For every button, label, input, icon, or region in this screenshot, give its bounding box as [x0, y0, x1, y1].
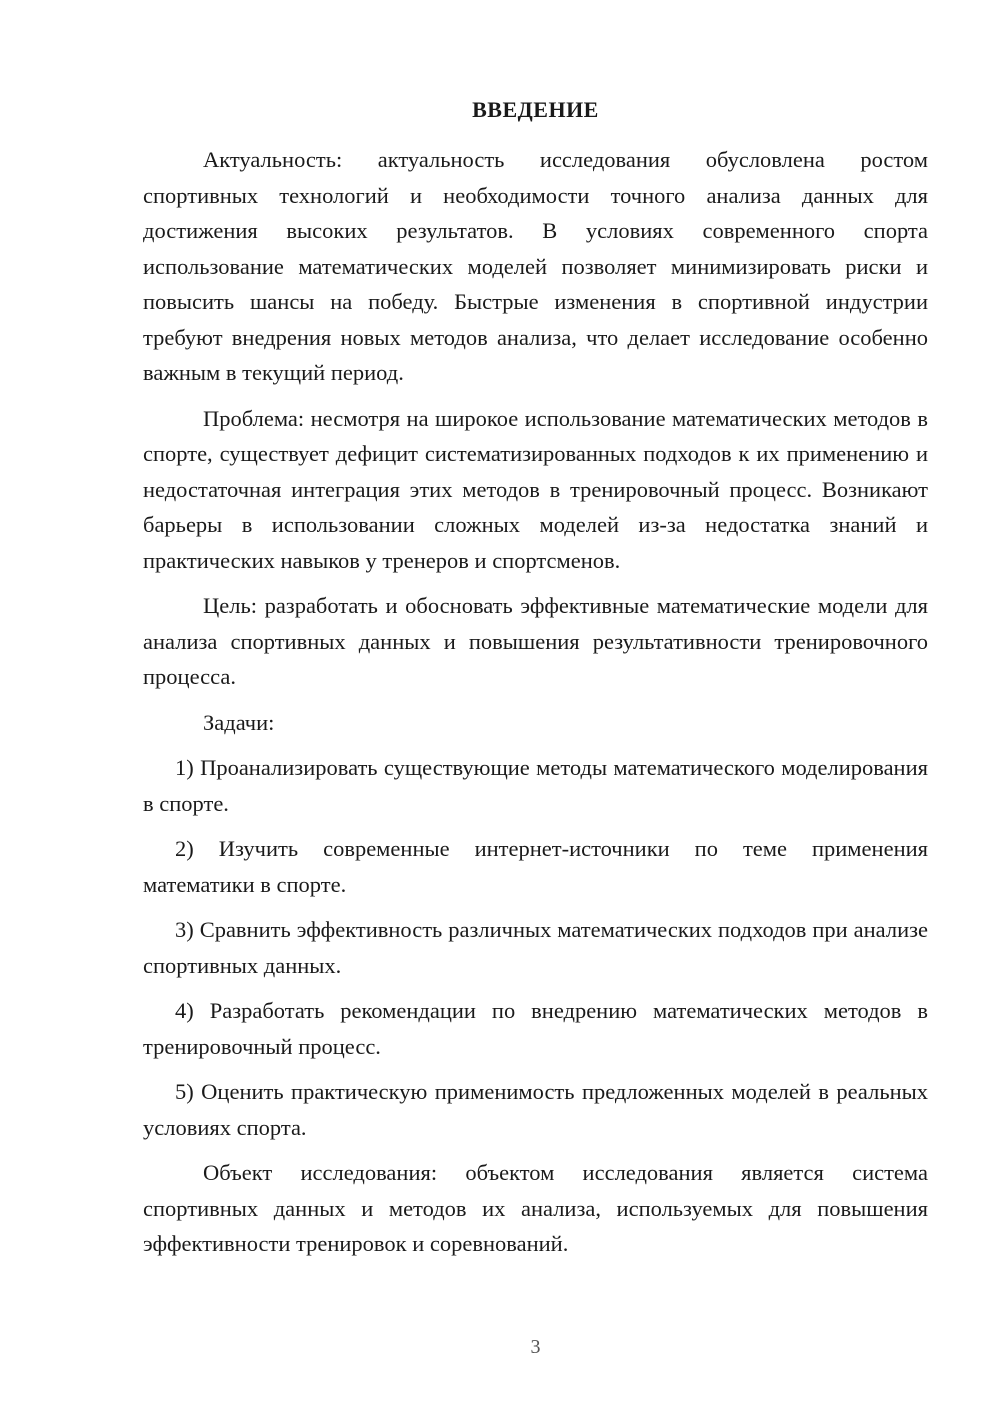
- tasks-label: Задачи:: [203, 709, 275, 735]
- document-page: [143, 0, 928, 1414]
- paragraph-problem: Проблема: несмотря на широкое использование математических методов в спорте, существует дефицит систематизированных подходов к их применению и недостаточная интеграция этих методов в тренировочный процесс. Возникают барьеры в использовании сложных моделей из-за недостатка знаний и практических навыков у тренеров и спортсменов.: [143, 405, 928, 573]
- section-heading: ВВЕДЕНИЕ: [472, 97, 599, 122]
- paragraph-relevance: Актуальность: актуальность исследования обусловлена ростом спортивных технологий и необходимости точного анализа данных для достижения высоких результатов. В условиях современного спорта использование математических моделей позволяет минимизировать риски и повысить шансы на победу. Быстрые изменения в спортивной индустрии требуют внедрения новых методов анализа, что делает исследование особенно важным в текущий период.: [143, 147, 928, 385]
- task-item: 1) Проанализировать существующие методы математического моделирования в спорте.: [143, 755, 928, 816]
- paragraph-object: Объект исследования: объектом исследования является система спортивных данных и методов их анализа, используемых для повышения эффективности тренировок и соревнований.: [143, 1160, 928, 1256]
- task-item: 3) Сравнить эффективность различных математических подходов при анализе спортивных данных.: [143, 917, 928, 978]
- task-item: 5) Оценить практическую применимость предложенных моделей в реальных условиях спорта.: [143, 1079, 928, 1140]
- page-number: 3: [530, 1336, 541, 1358]
- task-item: 4) Разработать рекомендации по внедрению математических методов в тренировочный процесс.: [143, 998, 928, 1059]
- paragraph-goal: Цель: разработать и обосновать эффективные математические модели для анализа спортивных данных и повышения результативности тренировочного процесса.: [143, 593, 928, 689]
- task-item: 2) Изучить современные интернет-источники по теме применения математики в спорте.: [143, 836, 928, 897]
- document-body: [143, 142, 928, 1272]
